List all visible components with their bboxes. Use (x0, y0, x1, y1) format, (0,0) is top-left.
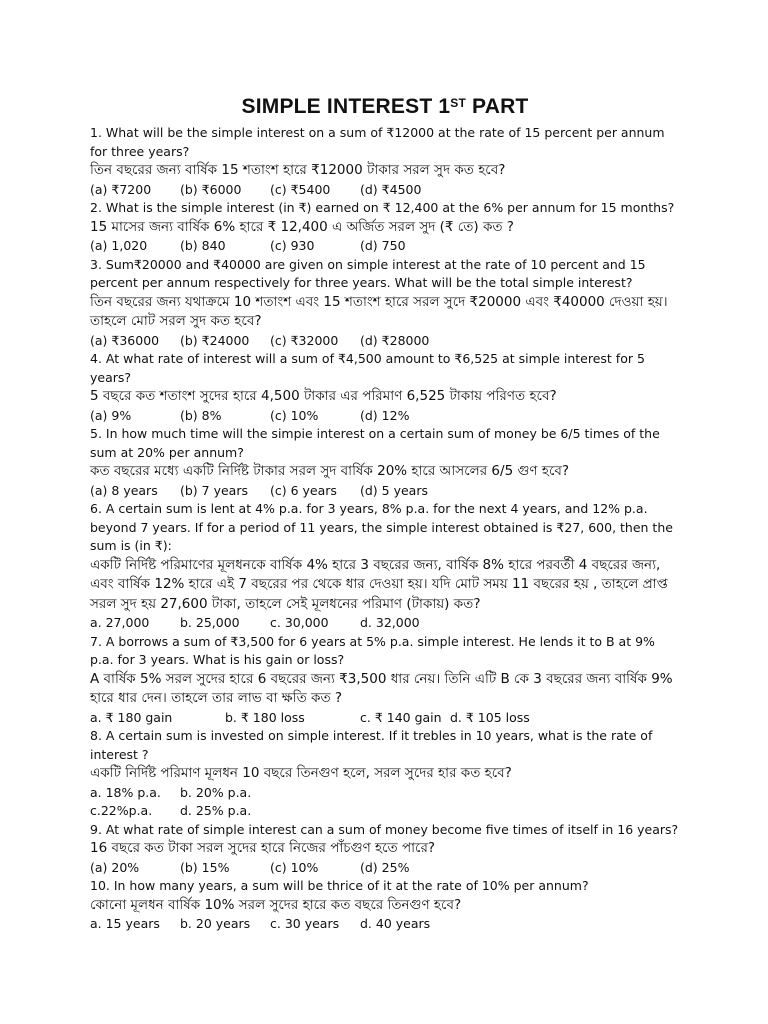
option-b: b. 20% p.a. (180, 784, 252, 800)
question-5 (90, 425, 680, 500)
option-a: a. 27,000 (90, 615, 150, 630)
question-english: 4. At what rate of interest will a sum of ₹4,500 amount to ₹6,525 at simple interest for 5 years? (90, 351, 645, 385)
question-english: 3. Sum₹20000 and ₹40000 are given on simple interest at the rate of 10 percent and 15 percent per annum respectively for three years. What will be the total simple interest? (90, 256, 646, 290)
option-d: (d) 5 years (360, 482, 428, 498)
option-a: (a) ₹36000 (90, 332, 160, 348)
options-row (90, 237, 680, 256)
option-c: (c) 10% (270, 859, 319, 875)
question-english: 7. A borrows a sum of ₹3,500 for 6 years at 5% p.a. simple interest. He lends it to B at 9% p.a. for 3 years. What is his gain or loss? (90, 633, 655, 667)
option-b: (b) 15% (180, 859, 230, 875)
question-bengali: একটি নির্দিষ্ট পরিমাণ মূলধন 10 বছরে তিনগুণ হলে, সরল সুদের হার কত হবে? (90, 765, 512, 781)
options-row (90, 407, 680, 426)
title-superscript: ST (450, 96, 467, 110)
option-c: (c) 6 years (270, 482, 337, 498)
option-b: (b) 840 (180, 238, 226, 253)
question-1 (90, 124, 680, 199)
option-d: (d) ₹4500 (360, 181, 422, 197)
options-row (90, 709, 680, 728)
document-page (90, 92, 680, 934)
option-a: (a) 1,020 (90, 238, 148, 253)
option-a: a. 18% p.a. (90, 784, 161, 800)
question-english: 6. A certain sum is lent at 4% p.a. for 3 years, 8% p.a. for the next 4 years, and 12% p.a. beyond 7 years. If for a period of 11 years, the simple interest obtained is ₹27, 600, then the sum is (in ₹): (90, 501, 673, 553)
question-2 (90, 199, 680, 256)
question-english: 5. In how much time will the simpie interest on a certain sum of money be 6/5 times of the sum at 20% per annum? (90, 426, 660, 460)
option-a: (a) ₹7200 (90, 181, 152, 197)
option-c: c.22%p.a. (90, 803, 153, 818)
question-3 (90, 256, 680, 351)
option-b: (b) 7 years (180, 482, 248, 498)
title-text: SIMPLE INTEREST 1 (241, 95, 451, 118)
question-4 (90, 350, 680, 425)
option-c: c. 30,000 (270, 615, 329, 630)
option-a: a. ₹ 180 gain (90, 709, 173, 725)
option-d: (d) ₹28000 (360, 332, 430, 348)
question-bengali: কত বছরের মধ্যে একটি নির্দিষ্ট টাকার সরল সুদ বার্ষিক 20% হারে আসলের 6/5 গুণ হবে? (90, 463, 570, 479)
question-english: 2. What is the simple interest (in ₹) earned on ₹ 12,400 at the 6% per annum for 15 months? (90, 200, 675, 215)
option-c: (c) 930 (270, 238, 315, 253)
question-english: 10. In how many years, a sum will be thrice of it at the rate of 10% per annum? (90, 878, 589, 893)
question-bengali: 5 বছরে কত শতাংশ সুদের হারে 4,500 টাকার এর পরিমাণ 6,525 টাকায় পরিণত হবে? (90, 388, 557, 404)
option-d: (d) 750 (360, 238, 406, 253)
option-d: d. 32,000 (360, 615, 420, 630)
option-c: (c) 10% (270, 407, 319, 423)
options-row (90, 784, 680, 803)
question-english: 8. A certain sum is invested on simple interest. If it trebles in 10 years, what is the rate of interest ? (90, 728, 653, 762)
page-title (90, 92, 680, 122)
options-row (90, 915, 680, 934)
question-9 (90, 821, 680, 878)
options-row (90, 802, 680, 821)
option-d: d. 40 years (360, 916, 431, 931)
options-row (90, 482, 680, 501)
options-row (90, 614, 680, 633)
question-bengali: তিন বছরের জন্য বার্ষিক 15 শতাংশ হারে ₹12000 টাকার সরল সুদ কত হবে? (90, 162, 506, 178)
options-row (90, 181, 680, 200)
question-bengali: কোনো মূলধন বার্ষিক 10% সরল সুদের হারে কত বছরে তিনগুণ হবে? (90, 896, 462, 913)
question-english: 9. At what rate of simple interest can a sum of money become five times of itself in 16 years? (90, 821, 679, 837)
question-7 (90, 633, 680, 728)
option-c: (c) ₹5400 (270, 181, 331, 197)
option-b: (b) 8% (180, 407, 222, 423)
question-bengali: 15 মাসের জন্য বার্ষিক 6% হারে ₹ 12,400 এ অর্জিত সরল সুদ (₹ তে) কত ? (90, 218, 514, 235)
option-d: d. ₹ 105 loss (450, 709, 530, 725)
option-c: (c) ₹32000 (270, 332, 339, 348)
option-b: b. 25,000 (180, 615, 240, 630)
question-6 (90, 500, 680, 633)
option-c: c. 30 years (270, 916, 340, 931)
option-a: (a) 9% (90, 407, 132, 423)
option-b: b. ₹ 180 loss (225, 709, 305, 725)
question-bengali: A বার্ষিক 5% সরল সুদের হারে 6 বছরের জন্য ₹3,500 ধার নেয়। তিনি এটি B কে 3 বছরের জন্য বার্ষিক 9% হারে ধার দেন। তাহলে তার লাভ বা ক্ষতি কত ? (90, 670, 673, 706)
option-d: (d) 25% (360, 859, 410, 875)
question-bengali: তিন বছরের জন্য যথাক্রমে 10 শতাংশ এবং 15 শতাংশ হারে সরল সুদে ₹20000 এবং ₹40000 দেওয়া হয়। তাহলে মোট সরল সুদ কত হবে? (90, 293, 668, 329)
title-tail: PART (466, 95, 529, 118)
question-english: 1. What will be the simple interest on a sum of ₹12000 at the rate of 15 percent per annum for three years? (90, 125, 665, 159)
question-10 (90, 877, 680, 934)
question-8 (90, 727, 680, 821)
option-d: d. 25% p.a. (180, 803, 252, 818)
option-b: b. 20 years (180, 916, 251, 931)
option-c: c. ₹ 140 gain (360, 709, 442, 725)
question-bengali: 16 বছরে কত টাকা সরল সুদের হারে নিজের পাঁচগুণ হতে পারে? (90, 840, 436, 856)
option-b: (b) ₹24000 (180, 332, 250, 348)
option-a: (a) 20% (90, 859, 140, 875)
option-a: (a) 8 years (90, 482, 158, 498)
options-row (90, 859, 680, 878)
option-a: a. 15 years (90, 916, 160, 931)
options-row (90, 332, 680, 351)
option-d: (d) 12% (360, 407, 410, 423)
option-b: (b) ₹6000 (180, 181, 242, 197)
question-bengali: একটি নির্দিষ্ট পরিমাণের মূলধনকে বার্ষিক 4% হারে 3 বছরের জন্য, বার্ষিক 8% হারে পরবর্তী 4 বছরের জন্য, এবং বার্ষিক 12% হারে এই 7 বছরের পর থেকে ধার দেওয়া হয়। যদি মোট সময় 11 বছরের হয় , তাহলে প্রাপ্ত সরল সুদ হয় 27,600 টাকা, তাহলে সেই মূলধনের পরিমাণ (টাকায়) কত? (90, 556, 668, 612)
